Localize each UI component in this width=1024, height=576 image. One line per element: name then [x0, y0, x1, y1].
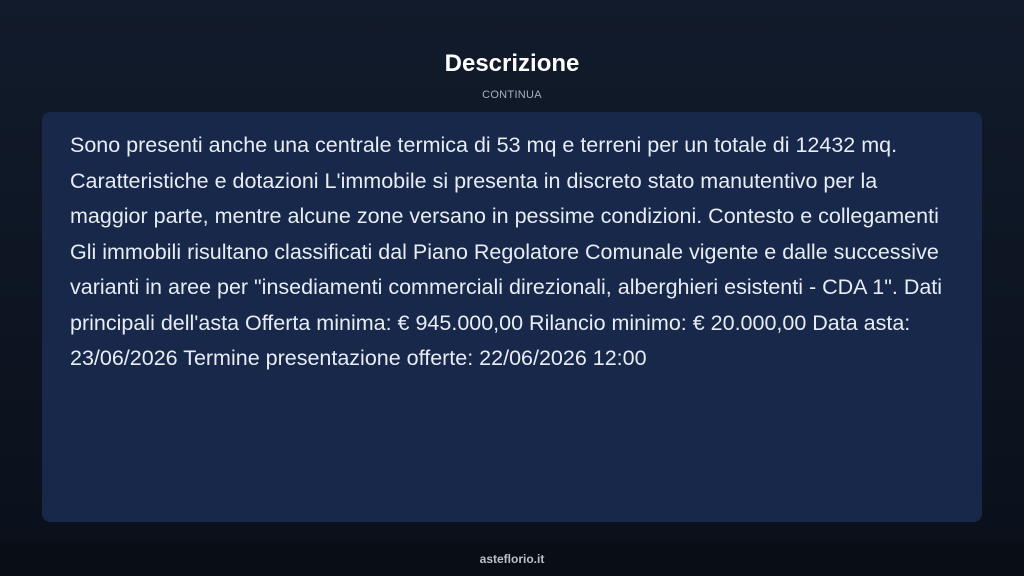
footer-bar [0, 543, 1024, 576]
continue-label: CONTINUA [482, 89, 542, 101]
description-card [42, 112, 982, 522]
page-header [0, 50, 1024, 101]
footer-site-name: asteflorio.it [479, 552, 545, 566]
page-title: Descrizione [444, 50, 580, 77]
description-text: Sono presenti anche una centrale termica di 53 mq e terreni per un totale di 12432 mq. Caratteristiche e dotazioni L'immobile si presenta in discreto stato manutentivo per la maggior parte, mentre alcune zone versano in pessime condizioni. Contesto e collegamenti Gli immobili risultano classificati dal Piano Regolatore Comunale vigente e dalle successive varianti in aree per "insediamenti commerciali direzionali, alberghieri esistenti - CDA 1". Dati principali dell'asta Offerta minima: € 945.000,00 Rilancio minimo: € 20.000,00 Data asta: 23/06/2026 Termine presentazione offerte: 22/06/2026 12:00 [70, 133, 943, 370]
